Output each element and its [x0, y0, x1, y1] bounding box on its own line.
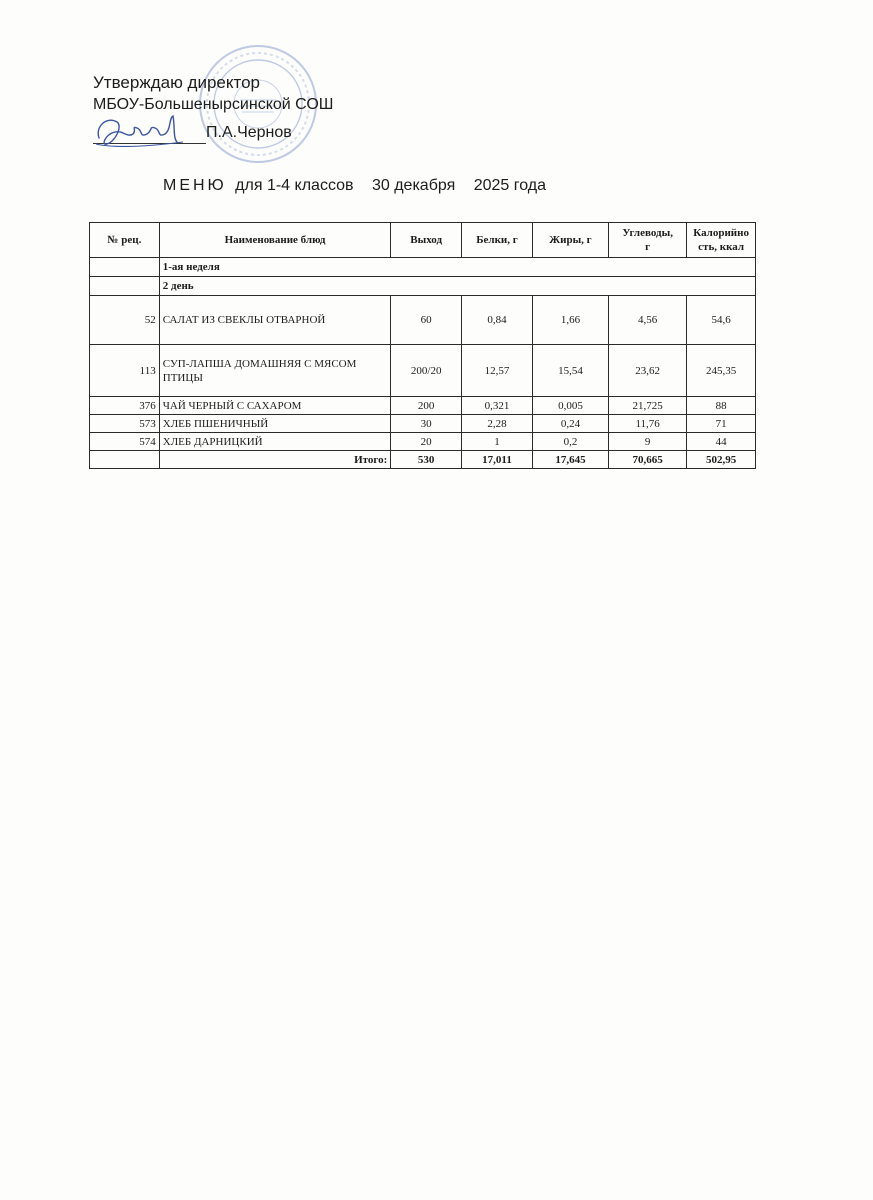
menu-title-date: 30 декабря [371, 177, 456, 194]
cell-kcal: 54,6 [687, 296, 756, 345]
cell-fats: 1,66 [532, 296, 608, 345]
cell-recipe: 574 [90, 433, 160, 451]
header-carbs [609, 223, 687, 258]
cell-proteins: 12,57 [462, 345, 533, 397]
cell-dish-name: ЧАЙ ЧЕРНЫЙ С САХАРОМ [159, 397, 391, 415]
cell-fats: 15,54 [532, 345, 608, 397]
table-row [90, 397, 756, 415]
cell-carbs: 4,56 [609, 296, 687, 345]
cell-fats: 0,2 [532, 433, 608, 451]
total-fats: 17,645 [532, 451, 608, 469]
header-proteins: Белки, г [462, 223, 533, 258]
menu-title-classes: для 1-4 классов [235, 177, 354, 194]
total-kcal: 502,95 [687, 451, 756, 469]
cell-output: 30 [391, 415, 462, 433]
cell-output: 20 [391, 433, 462, 451]
menu-title-year: 2025 года [473, 177, 547, 194]
total-row [90, 451, 756, 469]
cell-fats: 0,24 [532, 415, 608, 433]
total-proteins: 17,011 [462, 451, 533, 469]
header-kcal-line1: Калорийно [693, 227, 749, 239]
cell-output: 60 [391, 296, 462, 345]
header-recipe-no: № рец. [90, 223, 160, 258]
cell-output: 200 [391, 397, 462, 415]
cell-kcal: 245,35 [687, 345, 756, 397]
menu-title [163, 177, 546, 195]
cell-kcal: 71 [687, 415, 756, 433]
cell-recipe: 52 [90, 296, 160, 345]
organization-name: МБОУ-Большенырсинской СОШ [93, 96, 334, 113]
cell-dish-name: ХЛЕБ ПШЕНИЧНЫЙ [159, 415, 391, 433]
header-carbs-line2: г [645, 241, 651, 253]
cell-proteins: 2,28 [462, 415, 533, 433]
cell-dish-name: СУП-ЛАПША ДОМАШНЯЯ С МЯСОМ ПТИЦЫ [159, 345, 391, 397]
cell-carbs: 9 [609, 433, 687, 451]
cell-kcal: 88 [687, 397, 756, 415]
cell-dish-name: ХЛЕБ ДАРНИЦКИЙ [159, 433, 391, 451]
week-row [90, 258, 756, 277]
cell-recipe: 573 [90, 415, 160, 433]
table-row [90, 415, 756, 433]
header-kcal [687, 223, 756, 258]
cell-output: 200/20 [391, 345, 462, 397]
menu-table [89, 222, 756, 469]
header-carbs-line1: Углеводы, [622, 227, 673, 239]
table-header-row [90, 223, 756, 258]
cell-carbs: 11,76 [609, 415, 687, 433]
approval-heading: Утверждаю директор [93, 73, 261, 92]
day-row [90, 277, 756, 296]
header-output: Выход [391, 223, 462, 258]
cell-carbs: 23,62 [609, 345, 687, 397]
signatory-name: П.А.Чернов [206, 124, 292, 141]
day-label: 2 день [159, 277, 755, 296]
total-carbs: 70,665 [609, 451, 687, 469]
cell-kcal: 44 [687, 433, 756, 451]
cell-proteins: 0,321 [462, 397, 533, 415]
cell-fats: 0,005 [532, 397, 608, 415]
total-label: Итого: [159, 451, 391, 469]
cell-carbs: 21,725 [609, 397, 687, 415]
cell-proteins: 0,84 [462, 296, 533, 345]
header-dish-name: Наименование блюд [159, 223, 391, 258]
handwritten-signature [93, 108, 188, 153]
week-label: 1-ая неделя [159, 258, 755, 277]
table-row [90, 345, 756, 397]
table-row [90, 433, 756, 451]
total-output: 530 [391, 451, 462, 469]
header-fats: Жиры, г [532, 223, 608, 258]
header-kcal-line2: сть, ккал [698, 241, 745, 253]
cell-recipe: 376 [90, 397, 160, 415]
menu-title-word: МЕНЮ [163, 177, 227, 194]
cell-recipe: 113 [90, 345, 160, 397]
cell-dish-name: САЛАТ ИЗ СВЕКЛЫ ОТВАРНОЙ [159, 296, 391, 345]
cell-proteins: 1 [462, 433, 533, 451]
table-row [90, 296, 756, 345]
